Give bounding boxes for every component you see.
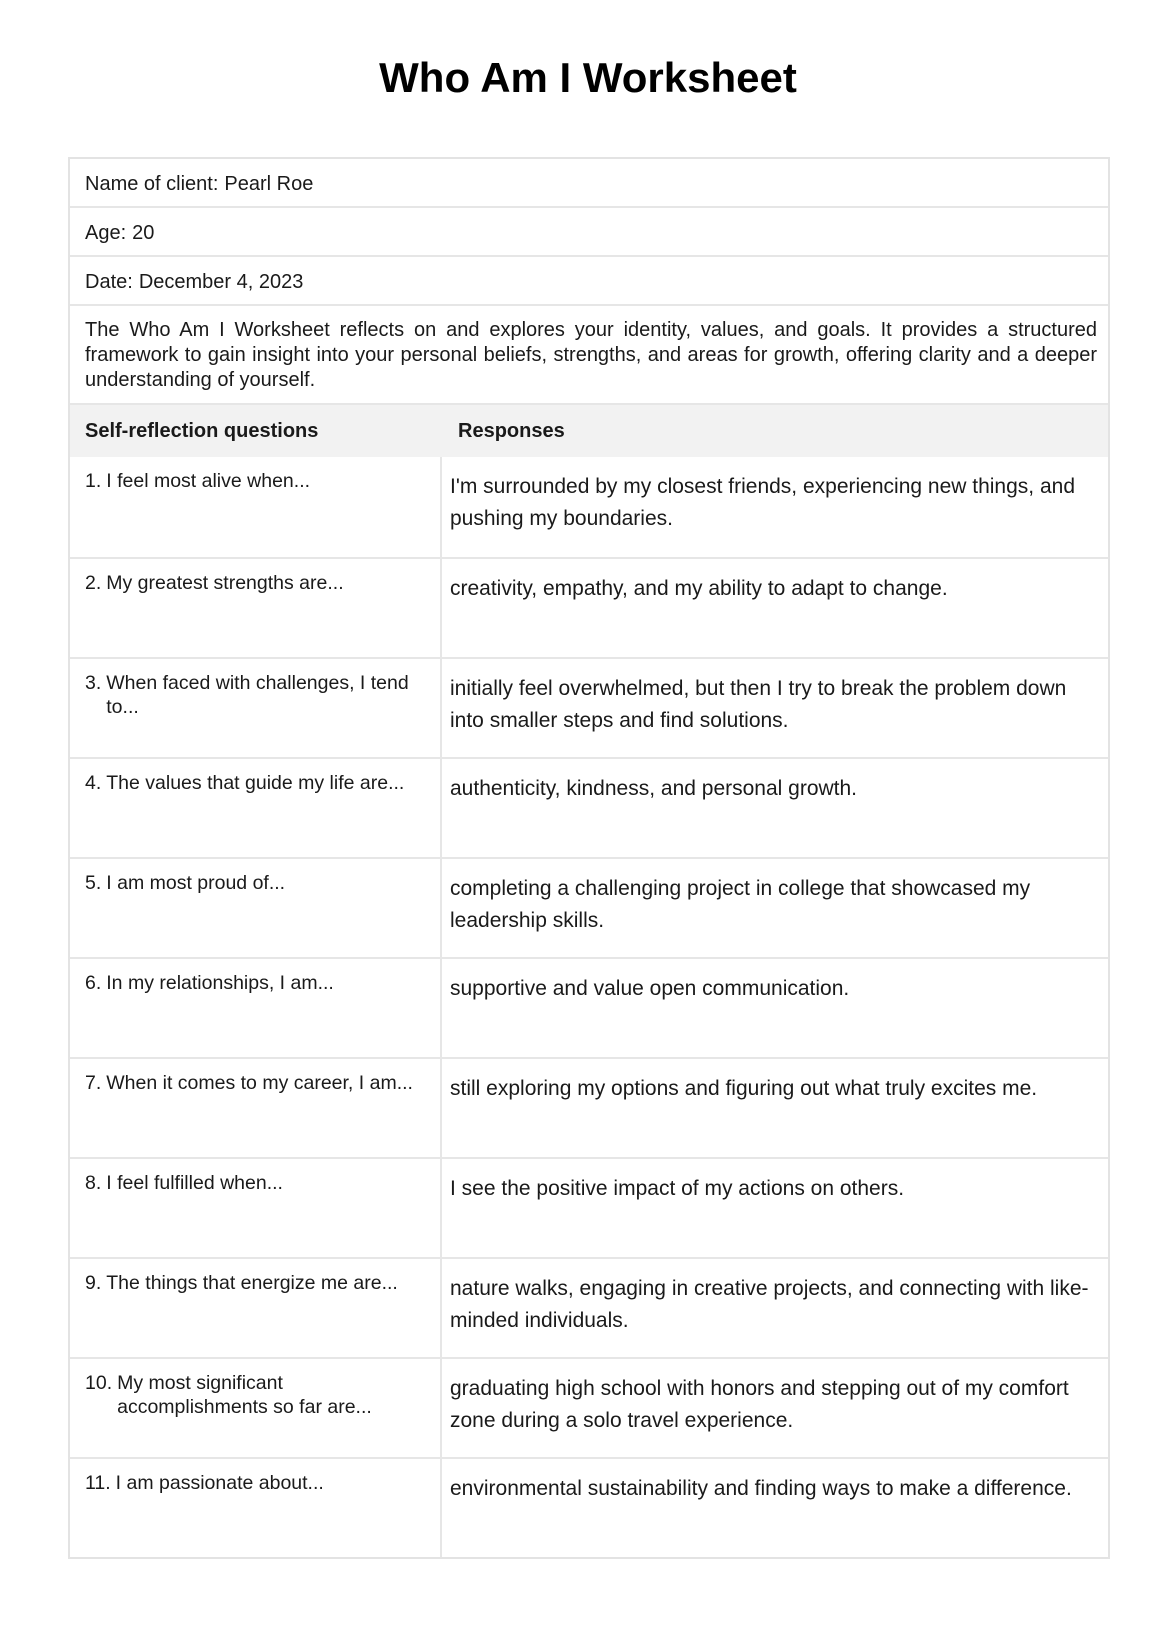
question-cell [70,959,442,1057]
question-text: When it comes to my career, I am... [106,1072,413,1094]
response-cell: supportive and value open communication. [450,977,850,1000]
question-cell [70,1359,442,1457]
client-name-value: Pearl Roe [224,173,314,195]
client-name-row [70,159,1108,208]
response-cell: I see the positive impact of my actions on others. [450,1177,905,1200]
response-cell: still exploring my options and figuring out what truly excites me. [450,1077,1038,1100]
table-row [70,557,1108,657]
question-number: 2. [85,572,102,594]
table-row [70,657,1108,757]
question-cell [70,457,442,557]
response-cell: graduating high school with honors and stepping out of my comfort zone during a solo travel experience. [450,1377,1069,1432]
age-value: 20 [132,222,155,244]
client-name-label: Name of client: [85,173,219,195]
responses-column-header: Responses [458,420,565,442]
response-cell: environmental sustainability and finding ways to make a difference. [450,1477,1072,1500]
question-text: The things that energize me are... [106,1272,398,1294]
table-row [70,857,1108,957]
table-row [70,1457,1108,1557]
question-number: 4. [85,772,102,794]
question-text: I am passionate about... [115,1472,324,1494]
question-cell [70,559,442,657]
question-text: When faced with challenges, I tend to... [106,672,409,718]
response-cell: initially feel overwhelmed, but then I try to break the problem down into smaller steps and find solutions. [450,677,1067,732]
age-row [70,208,1108,257]
question-text: In my relationships, I am... [106,972,334,994]
worksheet [68,157,1110,1559]
response-cell: authenticity, kindness, and personal growth. [450,777,858,800]
response-cell: I'm surrounded by my closest friends, experiencing new things, and pushing my boundaries. [450,475,1075,530]
question-cell [70,1059,442,1157]
response-cell: nature walks, engaging in creative projects, and connecting with like-minded individuals. [450,1277,1089,1332]
question-number: 7. [85,1072,102,1094]
question-number: 1. [85,470,102,492]
question-number: 10. [85,1372,113,1394]
question-cell [70,759,442,857]
table-row [70,1357,1108,1457]
question-number: 5. [85,872,102,894]
table-header [70,405,1108,457]
question-text: My most significant accomplishments so far are... [117,1372,372,1418]
question-cell [70,659,442,757]
question-text: I feel most alive when... [106,470,311,492]
question-number: 8. [85,1172,102,1194]
question-number: 3. [85,672,102,694]
table-row [70,457,1108,557]
question-text: The values that guide my life are... [106,772,405,794]
question-number: 11. [85,1472,111,1494]
date-row [70,257,1108,306]
table-row [70,957,1108,1057]
table-row [70,1157,1108,1257]
qa-table-body [70,457,1108,1557]
table-row [70,1057,1108,1157]
question-cell [70,859,442,957]
question-cell [70,1159,442,1257]
question-cell [70,1459,442,1557]
response-cell: completing a challenging project in college that showcased my leadership skills. [450,877,1031,932]
table-row [70,1257,1108,1357]
question-number: 9. [85,1272,102,1294]
question-number: 6. [85,972,102,994]
question-text: My greatest strengths are... [106,572,344,594]
questions-column-header: Self-reflection questions [85,420,319,442]
age-label: Age: [85,222,127,244]
question-text: I am most proud of... [106,872,286,894]
question-cell [70,1259,442,1357]
date-value: December 4, 2023 [138,271,304,293]
date-label: Date: [85,271,133,293]
response-cell: creativity, empathy, and my ability to adapt to change. [450,577,948,600]
question-text: I feel fulfilled when... [106,1172,283,1194]
worksheet-description: The Who Am I Worksheet reflects on and explores your identity, values, and goals. It provides a structured framework to gain insight into your personal beliefs, strengths, and areas for growth, offering clarity and a deeper understanding of yourself. [70,306,1108,405]
table-row [70,757,1108,857]
page-title: Who Am I Worksheet [379,54,797,101]
